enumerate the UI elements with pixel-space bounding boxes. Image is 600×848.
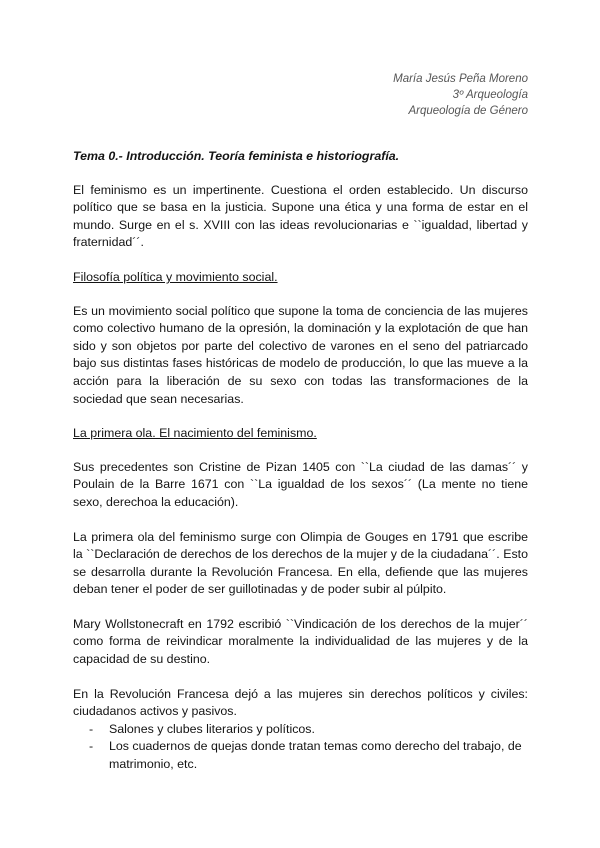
precedentes-paragraph: Sus precedentes son Cristine de Pizan 1405 con ``La ciudad de las damas´´ y Poulain de la Barre 1671 con ``La igualdad de los sexos´´ (La mente no tiene sexo, derechoa la educación). bbox=[73, 459, 528, 509]
filosofia-paragraph: Es un movimiento social político que supone la toma de conciencia de las mujeres como colectivo humano de la opresión, la dominación y la explotación de que han sido y son objetos por parte del colectivo de varones en el seno del patriarcado bajo sus distintas fases históricas de modelo de producción, lo que las mueve a la acción para la liberación de su sexo con todas las transformaciones de la sociedad que sean necesarias. bbox=[73, 303, 528, 406]
list-dash: - bbox=[89, 721, 94, 736]
author-name: María Jesús Peña Moreno bbox=[393, 73, 528, 85]
list-item bbox=[73, 721, 528, 739]
intro-paragraph: El feminismo es un impertinente. Cuestiona el orden establecido. Un discurso político que se basa en la justicia. Supone una ética y una forma de estar en el mundo. Surge en el s. XVIII con las ideas revolucionarias e ``igualdad, libertad y fraternidad´´. bbox=[73, 182, 528, 250]
document-header bbox=[393, 71, 528, 119]
olimpia-paragraph: La primera ola del feminismo surge con Olimpia de Gouges en 1791 que escribe la ``Declaración de derechos de los derechos de la mujer y de la ciudadana´´. Esto se desarrolla durante la Revolución Francesa. En ella, defiende que las mujeres deban tener el poder de ser guillotinadas y de poder subir al púlpito. bbox=[73, 529, 528, 597]
bullet-list bbox=[73, 721, 528, 774]
list-dash: - bbox=[89, 739, 94, 754]
subject-label: Arqueología de Género bbox=[408, 105, 528, 117]
list-item-text: Salones y clubes literarios y políticos. bbox=[109, 721, 315, 736]
list-item bbox=[73, 738, 528, 773]
wollstonecraft-paragraph: Mary Wollstonecraft en 1792 escribió ``Vindicación de los derechos de la mujer´´ como forma de reivindicar moralmente la individualidad de las mujeres y de la capacidad de su destino. bbox=[73, 616, 528, 667]
revolucion-paragraph: En la Revolución Francesa dejó a las mujeres sin derechos políticos y civiles: ciudadanos activos y pasivos. bbox=[73, 686, 528, 719]
section-heading-primera-ola: La primera ola. El nacimiento del feminismo. bbox=[73, 426, 317, 441]
course-label: 3º Arqueología bbox=[452, 89, 528, 101]
document-body bbox=[73, 148, 528, 774]
list-item-text: Los cuadernos de quejas donde tratan temas como derecho del trabajo, de matrimonio, etc. bbox=[109, 739, 522, 772]
section-heading-filosofia: Filosofía política y movimiento social. bbox=[73, 269, 278, 284]
document-title: Tema 0.- Introducción. Teoría feminista e historiografía. bbox=[73, 149, 400, 163]
